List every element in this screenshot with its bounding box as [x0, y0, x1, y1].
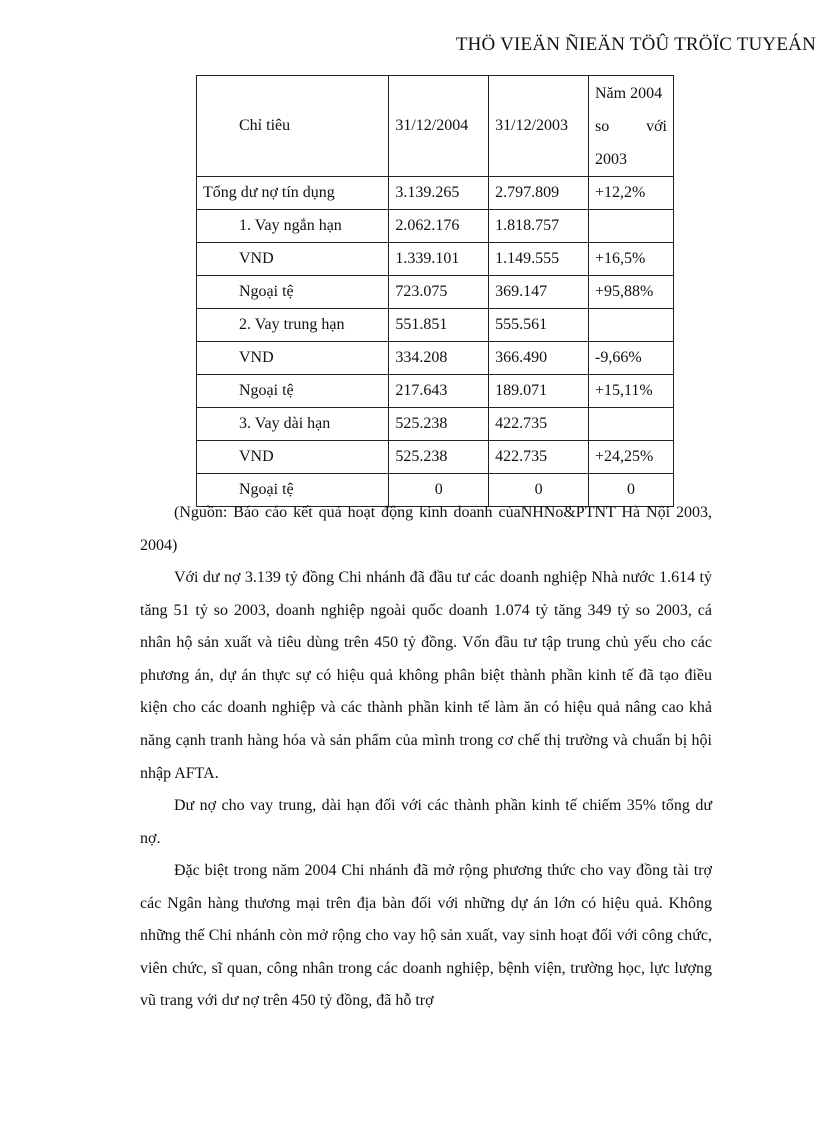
paragraph-text: Với dư nợ 3.139 tỷ đồng Chi nhánh đã đầu tư các doanh nghiệp Nhà nước 1.614 tỷ tăng 51 tỷ so 2003, doanh nghiệp ngoài quốc doanh 1.074 tỷ tăng 349 tỷ so 2003, cá nhân hộ sản xuất và tiêu dùng trên 450 tỷ đồng. Vốn đầu tư tập trung chủ yếu cho các phương án, dự án thực sự có hiệu quả không phân biệt thành phần kinh tế đã tạo điều kiện cho các doanh nghiệp và các thành phần kinh tế làm ăn có hiệu quả nâng cao khả năng cạnh tranh hàng hóa và sản phẩm của mình trong cơ chế thị trường và chuẩn bị hội nhập AFTA. — [140, 569, 712, 782]
header-date-2004: 31/12/2004 — [389, 76, 489, 177]
table-row — [197, 342, 674, 375]
row-value-2003: 1.818.757 — [489, 210, 589, 243]
row-change: 0 — [589, 474, 674, 507]
row-value-2004: 217.643 — [389, 375, 489, 408]
row-change: +16,5% — [589, 243, 674, 276]
body-paragraph-3 — [140, 855, 712, 1018]
credit-balance-table — [196, 75, 674, 507]
row-value-2004: 551.851 — [389, 309, 489, 342]
table-row — [197, 243, 674, 276]
row-value-2004: 2.062.176 — [389, 210, 489, 243]
table-row — [197, 441, 674, 474]
row-value-2004: 1.339.101 — [389, 243, 489, 276]
row-indicator: Ngoại tệ — [197, 276, 389, 309]
row-change — [589, 210, 674, 243]
row-indicator: Tổng dư nợ tín dụng — [197, 177, 389, 210]
body-paragraph-2 — [140, 790, 712, 855]
row-indicator: 2. Vay trung hạn — [197, 309, 389, 342]
header-comparison — [589, 76, 674, 177]
row-value-2003: 0 — [489, 474, 589, 507]
table-row — [197, 309, 674, 342]
page-header-title: THÖ VIEÄN ÑIEÄN TÖÛ TRÖÏC TUYEÁN — [455, 34, 816, 55]
row-indicator: Ngoại tệ — [197, 375, 389, 408]
header-comparison-voi: với — [646, 117, 667, 135]
row-value-2004: 525.238 — [389, 408, 489, 441]
source-note-text: (Nguồn: Báo cáo kết quả hoạt động kinh doanh củaNHNo&PTNT Hà Nội 2003, 2004) — [140, 504, 712, 554]
row-value-2003: 366.490 — [489, 342, 589, 375]
header-indicator: Chỉ tiêu — [197, 76, 389, 177]
paragraph-text: Dư nợ cho vay trung, dài hạn đối với các thành phần kinh tế chiếm 35% tổng dư nợ. — [140, 797, 712, 847]
table-header-row — [197, 76, 674, 177]
row-value-2003: 189.071 — [489, 375, 589, 408]
row-indicator: 1. Vay ngắn hạn — [197, 210, 389, 243]
row-value-2003: 1.149.555 — [489, 243, 589, 276]
row-indicator: 3. Vay dài hạn — [197, 408, 389, 441]
row-value-2003: 555.561 — [489, 309, 589, 342]
row-indicator: VND — [197, 243, 389, 276]
row-change: -9,66% — [589, 342, 674, 375]
row-value-2004: 334.208 — [389, 342, 489, 375]
row-value-2003: 422.735 — [489, 408, 589, 441]
header-date-2003: 31/12/2003 — [489, 76, 589, 177]
row-value-2003: 369.147 — [489, 276, 589, 309]
table-row — [197, 177, 674, 210]
row-value-2004: 0 — [389, 474, 489, 507]
header-comparison-line1: Năm 2004 — [595, 84, 663, 102]
row-value-2003: 422.735 — [489, 441, 589, 474]
body-paragraph-1 — [140, 562, 712, 790]
row-change: +24,25% — [589, 441, 674, 474]
header-comparison-line3: 2003 — [595, 150, 627, 168]
table-row — [197, 210, 674, 243]
paragraph-text: Đặc biệt trong năm 2004 Chi nhánh đã mở rộng phương thức cho vay đồng tài trợ các Ngân hàng thương mại trên địa bàn đối với những dự án lớn có hiệu quả. Không những thế Chi nhánh còn mở rộng cho vay hộ sản xuất, vay sinh hoạt đối với công chức, viên chức, sĩ quan, công nhân trong các doanh nghiệp, bệnh viện, trường học, lực lượng vũ trang với dư nợ trên 450 tỷ đồng, đã hỗ trợ — [140, 862, 712, 1010]
row-value-2004: 3.139.265 — [389, 177, 489, 210]
row-change: +95,88% — [589, 276, 674, 309]
row-change — [589, 408, 674, 441]
row-indicator: VND — [197, 441, 389, 474]
header-comparison-so: so — [595, 117, 610, 135]
row-value-2003: 2.797.809 — [489, 177, 589, 210]
table-row — [197, 408, 674, 441]
row-value-2004: 723.075 — [389, 276, 489, 309]
table-row — [197, 276, 674, 309]
row-indicator: Ngoại tệ — [197, 474, 389, 507]
row-change — [589, 309, 674, 342]
row-value-2004: 525.238 — [389, 441, 489, 474]
row-indicator: VND — [197, 342, 389, 375]
row-change: +12,2% — [589, 177, 674, 210]
header-comparison-line2 — [595, 110, 667, 143]
table-row — [197, 375, 674, 408]
source-note — [140, 497, 712, 562]
row-change: +15,11% — [589, 375, 674, 408]
